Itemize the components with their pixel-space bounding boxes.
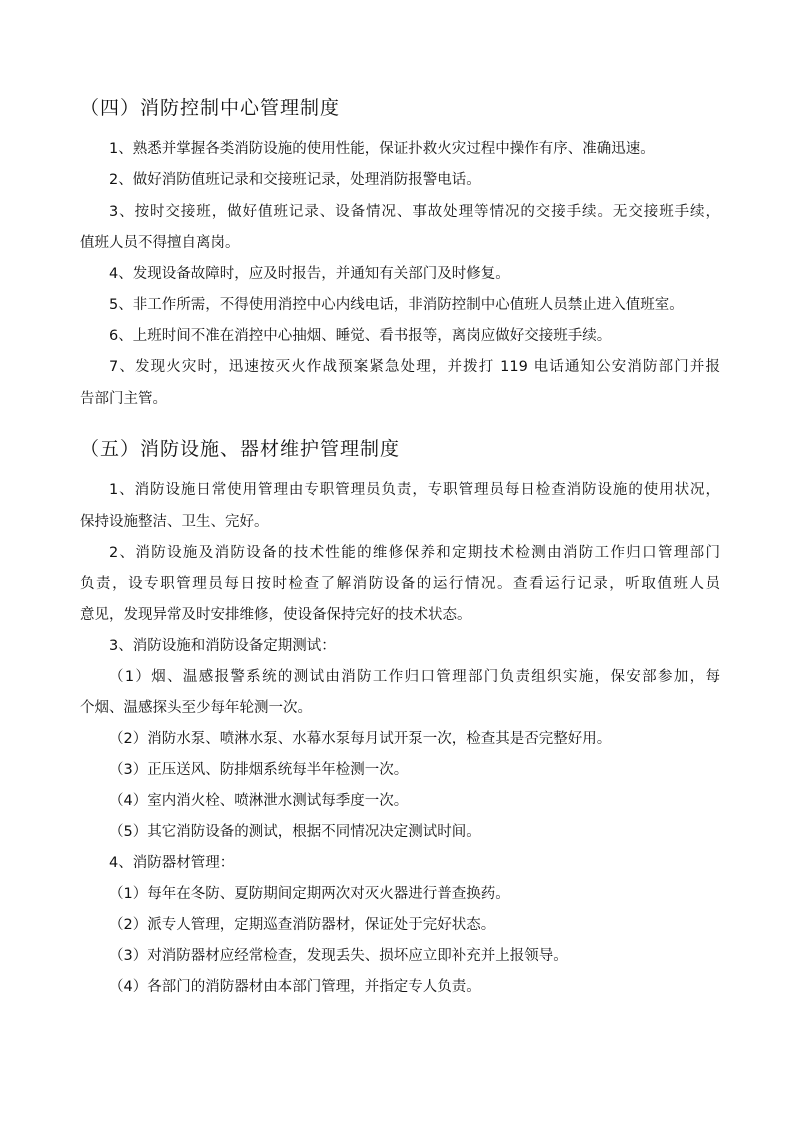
section-5-item-4: 4、消防器材管理： bbox=[109, 855, 235, 871]
section-5-item-3-3: （3）正压送风、防排烟系统每半年检测一次。 bbox=[109, 762, 409, 778]
section-5-item-4-1: （1）每年在冬防、夏防期间定期两次对灭火器进行普查换药。 bbox=[109, 886, 510, 902]
section-4-item-3: 3、按时交接班，做好值班记录、设备情况、事故处理等情况的交接手续。无交接班手续， bbox=[109, 204, 720, 220]
section-5-item-4-3: （3）对消防器材应经常检查，发现丢失、损坏应立即补充并上报领导。 bbox=[109, 948, 568, 964]
section-4-item-4: 4、发现设备故障时，应及时报告，并通知有关部门及时修复。 bbox=[109, 266, 510, 282]
section-4-item-1: 1、熟悉并掌握各类消防设施的使用性能，保证扑救火灾过程中操作有序、准确迅速。 bbox=[109, 141, 655, 157]
section-4-item-7: 7、发现火灾时，迅速按灭火作战预案紧急处理，并拨打 119 电话通知公安消防部门并报 bbox=[109, 359, 720, 375]
section-4-item-5: 5、非工作所需，不得使用消控中心内线电话，非消防控制中心值班人员禁止进入值班室。 bbox=[109, 297, 684, 313]
section-5-item-3-4: （4）室内消火栓、喷淋泄水测试每季度一次。 bbox=[109, 793, 409, 809]
section-4-item-7-cont: 告部门主管。 bbox=[80, 391, 167, 407]
section-4-item-6: 6、上班时间不准在消控中心抽烟、睡觉、看书报等，离岗应做好交接班手续。 bbox=[109, 328, 612, 344]
section-4-title: （四）消防控制中心管理制度 bbox=[80, 97, 341, 119]
section-5-item-2-cont-2: 意见，发现异常及时安排维修，使设备保持完好的技术状态。 bbox=[80, 607, 472, 623]
section-5-item-4-2: （2）派专人管理，定期巡查消防器材，保证处于完好状态。 bbox=[109, 917, 496, 933]
section-5-item-2: 2、消防设施及消防设备的技术性能的维修保养和定期技术检测由消防工作归口管理部门 bbox=[109, 545, 720, 561]
section-5-item-3-5: （5）其它消防设备的测试，根据不同情况决定测试时间。 bbox=[109, 824, 481, 840]
section-5-item-1: 1、消防设施日常使用管理由专职管理员负责，专职管理员每日检查消防设施的使用状况， bbox=[109, 482, 720, 498]
section-5-item-4-4: （4）各部门的消防器材由本部门管理，并指定专人负责。 bbox=[109, 979, 481, 995]
section-5-item-3-2: （2）消防水泵、喷淋水泵、水幕水泵每月试开泵一次，检查其是否完整好用。 bbox=[109, 731, 612, 747]
section-4-item-2: 2、做好消防值班记录和交接班记录，处理消防报警电话。 bbox=[109, 172, 481, 188]
section-5-title: （五）消防设施、器材维护管理制度 bbox=[80, 438, 401, 460]
section-5-item-3-1: （1）烟、温感报警系统的测试由消防工作归口管理部门负责组织实施，保安部参加，每 bbox=[109, 669, 720, 685]
section-5-item-3-1-cont: 个烟、温感探头至少每年轮测一次。 bbox=[80, 700, 312, 716]
section-4-item-3-cont: 值班人员不得擅自离岗。 bbox=[80, 235, 240, 251]
section-5-item-2-cont-1: 负责，设专职管理员每日按时检查了解消防设备的运行情况。查看运行记录，听取值班人员 bbox=[80, 576, 720, 592]
section-5-item-3: 3、消防设施和消防设备定期测试： bbox=[109, 638, 336, 654]
section-5-item-1-cont: 保持设施整洁、卫生、完好。 bbox=[80, 514, 269, 530]
